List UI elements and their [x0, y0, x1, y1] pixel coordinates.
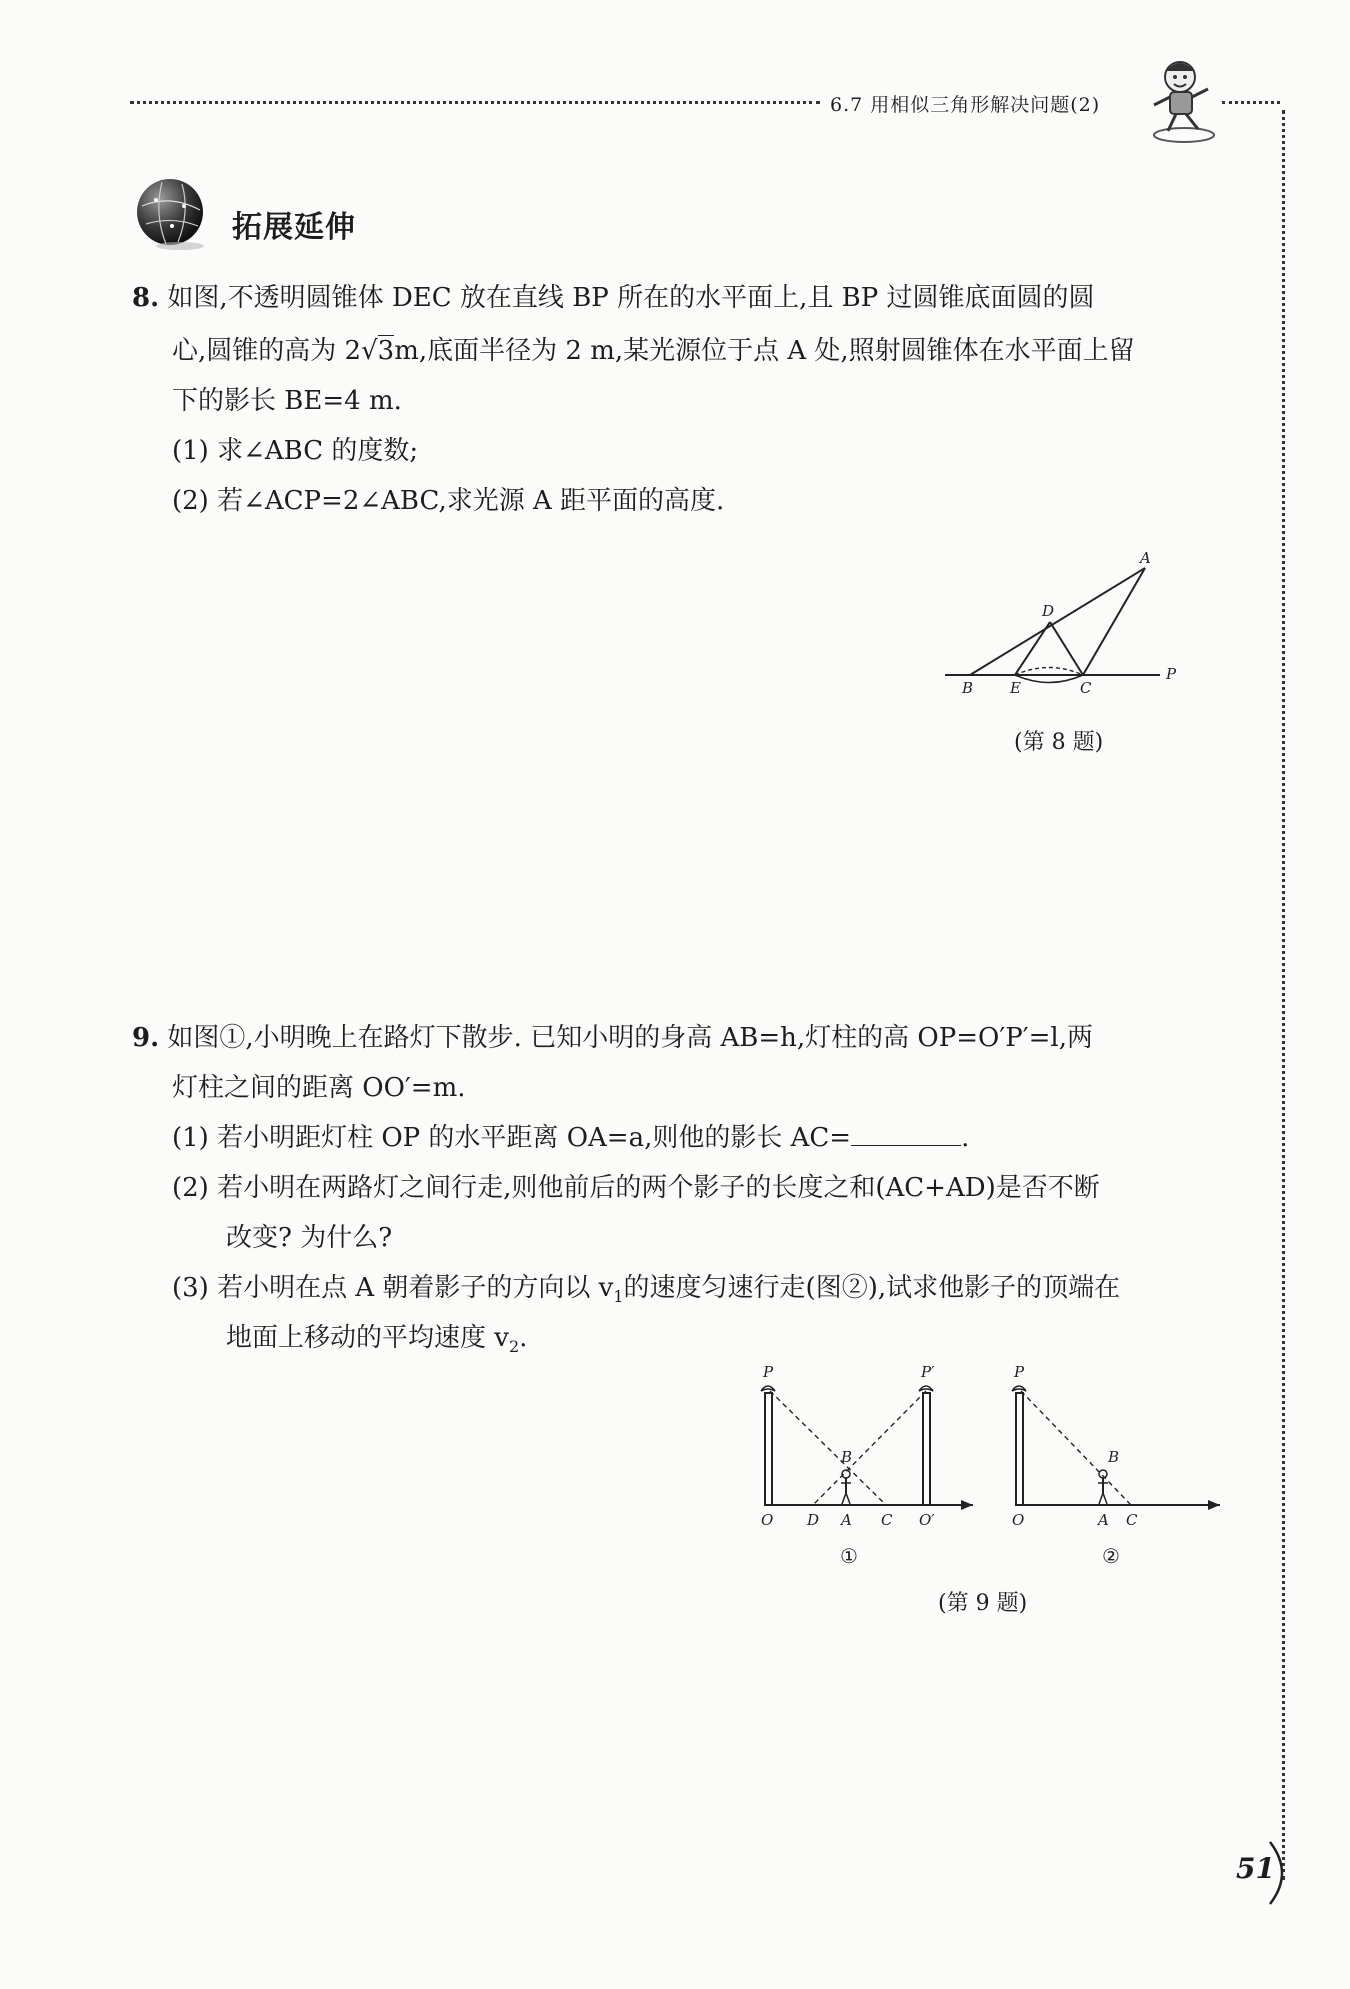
- q8-part1: (1) 求∠ABC 的度数;: [172, 436, 419, 466]
- q9-f2-label-B: B: [1108, 1448, 1120, 1466]
- q8-label-C: C: [1080, 679, 1092, 697]
- q9-part3-line2: [226, 1323, 527, 1362]
- q9-part1-end: .: [961, 1123, 970, 1153]
- q9-number: 9.: [132, 1023, 160, 1053]
- q9-f1-label-B: B: [841, 1448, 853, 1466]
- q9-figure-1: [755, 1365, 975, 1580]
- q9-f1-label-P: P: [763, 1365, 774, 1381]
- q9-part3-text-a: (3) 若小明在点 A 朝着影子的方向以 v: [172, 1273, 614, 1303]
- header-dotted-rule: [130, 101, 820, 104]
- q9-figure-2: [1008, 1365, 1223, 1580]
- q9-part1-text: (1) 若小明距灯柱 OP 的水平距离 OA=a,则他的影长 AC=: [172, 1123, 852, 1153]
- q9-part3-sub2: 2: [508, 1337, 520, 1357]
- q9-f1-label-P2: P′: [921, 1365, 935, 1381]
- q8-text-line2-b: m,底面半径为 2 m,某光源位于点 A 处,照射圆锥体在水平面上留: [394, 336, 1135, 366]
- q9-line2: 灯柱之间的距离 OO′=m.: [172, 1073, 466, 1103]
- q8-part2: (2) 若∠ACP=2∠ABC,求光源 A 距平面的高度.: [172, 486, 725, 516]
- q9-part3-text-b: 的速度匀速行走(图②),试求他影子的顶端在: [623, 1273, 1121, 1303]
- right-margin-dotted-rule: [1282, 110, 1285, 1880]
- q8-label-A: A: [1140, 549, 1151, 567]
- page-number: 51: [1236, 1852, 1275, 1885]
- q8-caption: (第 8 题): [1014, 730, 1104, 755]
- q8-label-P: P: [1166, 665, 1177, 683]
- q9-f2-label-P: P: [1014, 1365, 1025, 1381]
- q9-part3-line1: [172, 1273, 1120, 1312]
- header-dotted-rule-right: [1222, 101, 1280, 104]
- q9-part3-text-d: .: [519, 1323, 528, 1353]
- q9-f2-marker: ②: [1102, 1544, 1120, 1568]
- q9-f1-label-D: D: [807, 1511, 820, 1529]
- q9-text-line1: 如图①,小明晚上在路灯下散步. 已知小明的身高 AB=h,灯柱的高 OP=O′P′=l,两: [167, 1023, 1093, 1053]
- cartoon-boy-icon: [1142, 55, 1222, 145]
- q9-caption: (第 9 题): [938, 1591, 1028, 1616]
- q9-f1-label-O2: O′: [919, 1511, 935, 1529]
- q8-sqrt-value: 3: [377, 336, 395, 366]
- q9-part3-sub1: 1: [613, 1287, 624, 1307]
- q8-line2: [172, 336, 1135, 366]
- q9-f2-label-C: C: [1126, 1511, 1138, 1529]
- q9-f1-marker: ①: [840, 1544, 858, 1568]
- q8-line1: [132, 283, 1094, 313]
- q9-part2-line1: (2) 若小明在两路灯之间行走,则他前后的两个影子的长度之和(AC+AD)是否不断: [172, 1173, 1100, 1203]
- q9-answer-blank[interactable]: [851, 1123, 961, 1146]
- person-figure: [841, 1470, 851, 1504]
- sqrt-icon: √: [361, 336, 378, 366]
- q9-f1-label-C: C: [881, 1511, 893, 1529]
- q8-text-line3: 下的影长 BE=4 m.: [172, 386, 402, 416]
- globe-icon: [132, 176, 208, 252]
- q9-f2-label-A: A: [1098, 1511, 1109, 1529]
- q9-f2-label-O: O: [1012, 1511, 1025, 1529]
- q8-figure: [940, 548, 1200, 698]
- q9-part3-text-c: 地面上移动的平均速度 v: [226, 1323, 509, 1353]
- q9-line1: [132, 1023, 1093, 1053]
- q8-label-D: D: [1042, 602, 1055, 620]
- q9-part2-line2: 改变? 为什么?: [226, 1223, 393, 1253]
- q9-f1-label-O: O: [761, 1511, 774, 1529]
- q8-text-line2-a: 心,圆锥的高为 2: [172, 336, 362, 366]
- q8-text-line1: 如图,不透明圆锥体 DEC 放在直线 BP 所在的水平面上,且 BP 过圆锥底面圆的圆: [167, 283, 1095, 313]
- q8-label-B: B: [962, 679, 974, 697]
- q8-number: 8.: [132, 283, 160, 313]
- q9-part1: [172, 1123, 969, 1153]
- q8-line3: [172, 386, 402, 416]
- section-title: 拓展延伸: [232, 210, 356, 245]
- header-section-reference: 6.7 用相似三角形解决问题(2): [830, 94, 1101, 116]
- q8-label-E: E: [1010, 679, 1021, 697]
- q9-f1-label-A: A: [841, 1511, 852, 1529]
